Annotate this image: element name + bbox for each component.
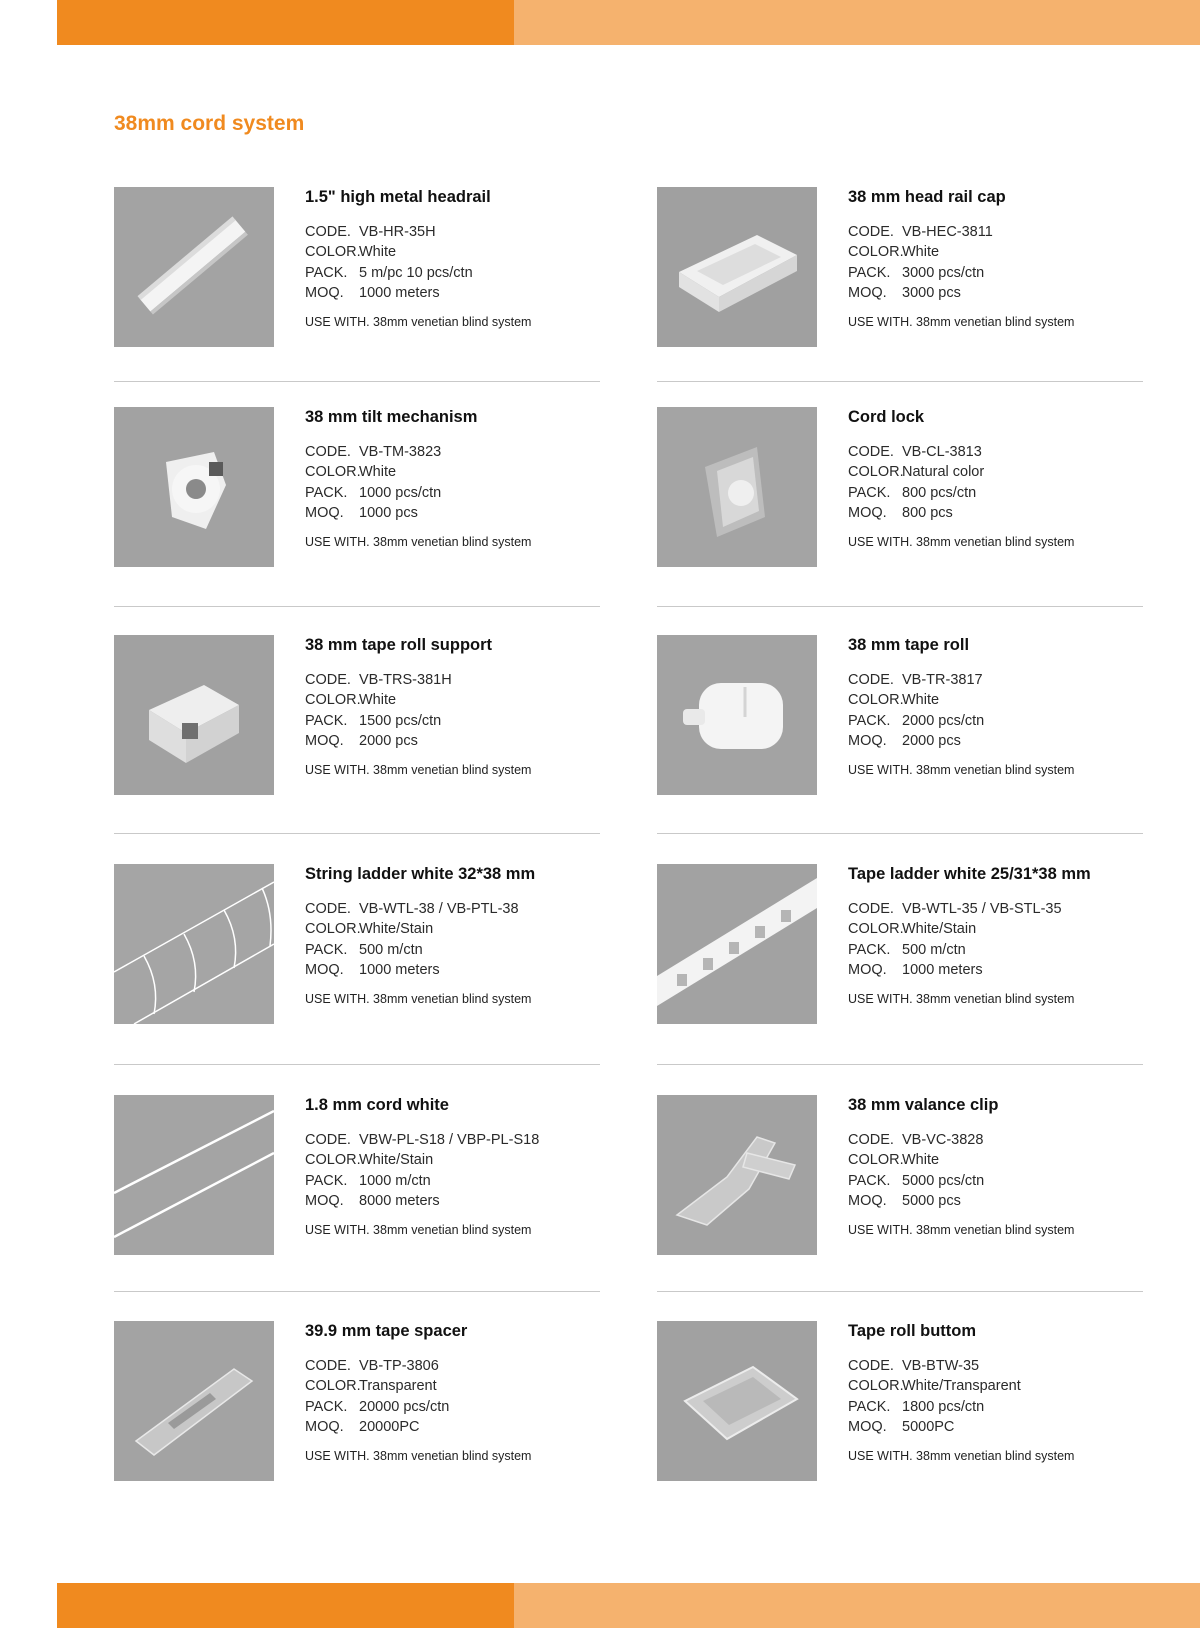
color-value: Transparent	[359, 1378, 437, 1395]
card-divider	[657, 1291, 1143, 1292]
pack-value: 1000 pcs/ctn	[359, 484, 442, 501]
card-divider	[114, 1291, 600, 1292]
use-with: USE WITH. 38mm venetian blind system	[305, 1449, 532, 1464]
tape-roll-bottom-icon	[657, 1321, 817, 1481]
spec-moq	[305, 1417, 531, 1437]
spec-color	[848, 919, 1091, 939]
product-name: 38 mm valance clip	[848, 1096, 999, 1114]
tape-roll-icon	[657, 635, 817, 795]
spec-pack	[848, 263, 1074, 283]
code-label: CODE.	[305, 901, 351, 917]
moq-label: MOQ.	[305, 961, 344, 978]
color-value: White	[902, 1152, 940, 1169]
pack-label: PACK.	[848, 1398, 891, 1415]
spec-moq	[848, 1191, 1074, 1211]
pack-label: PACK.	[848, 1172, 891, 1189]
pack-label: PACK.	[305, 1398, 348, 1415]
spec-code	[305, 442, 531, 462]
product-name: 1.5" high metal headrail	[305, 188, 491, 206]
color-value: White/Transparent	[902, 1378, 1021, 1395]
product-specs	[305, 1130, 539, 1211]
moq-label: MOQ.	[848, 1418, 887, 1435]
pack-value: 500 m/ctn	[359, 941, 423, 958]
pack-label: PACK.	[305, 941, 348, 958]
moq-label: MOQ.	[848, 732, 887, 749]
moq-value: 1000 meters	[902, 961, 983, 978]
pack-value: 1000 m/ctn	[359, 1172, 431, 1189]
code-value: VB-WTL-38 / VB-PTL-38	[359, 901, 519, 917]
moq-value: 5000 pcs	[902, 1192, 961, 1209]
pack-value: 1800 pcs/ctn	[902, 1398, 985, 1415]
card-divider	[114, 606, 600, 607]
product-info	[305, 1322, 531, 1463]
spec-pack	[305, 711, 531, 731]
code-label: CODE.	[305, 1358, 351, 1374]
code-value: VB-HEC-3811	[902, 224, 993, 240]
product-info	[848, 636, 1074, 777]
spec-color	[848, 462, 1074, 482]
spec-color	[305, 919, 535, 939]
color-value: White	[359, 244, 397, 261]
spec-moq	[848, 1417, 1074, 1437]
pack-label: PACK.	[305, 712, 348, 729]
header-band	[57, 0, 1200, 45]
code-value: VB-BTW-35	[902, 1358, 980, 1374]
product-name: 38 mm tilt mechanism	[305, 408, 478, 426]
moq-value: 2000 pcs	[359, 732, 418, 749]
card-divider	[657, 606, 1143, 607]
product-name: Cord lock	[848, 408, 925, 426]
pack-value: 500 m/ctn	[902, 941, 966, 958]
moq-label: MOQ.	[848, 1192, 887, 1209]
spec-moq	[305, 503, 531, 523]
pack-label: PACK.	[848, 264, 891, 281]
spec-color	[305, 462, 531, 482]
spec-color	[305, 1150, 539, 1170]
pack-value: 3000 pcs/ctn	[902, 264, 985, 281]
spec-pack	[305, 1397, 531, 1417]
moq-label: MOQ.	[848, 504, 887, 521]
moq-value: 8000 meters	[359, 1192, 440, 1209]
moq-label: MOQ.	[305, 1192, 344, 1209]
pack-value: 1500 pcs/ctn	[359, 712, 442, 729]
moq-value: 5000PC	[902, 1418, 955, 1435]
header-band-light	[514, 0, 1200, 45]
card-divider	[657, 833, 1143, 834]
pack-value: 5000 pcs/ctn	[902, 1172, 985, 1189]
spec-moq	[305, 960, 535, 980]
pack-value: 5 m/pc 10 pcs/ctn	[359, 264, 473, 281]
use-with: USE WITH. 38mm venetian blind system	[848, 1223, 1075, 1238]
spec-code	[305, 222, 531, 242]
tape-ladder-icon	[657, 864, 817, 1024]
color-label: COLOR.	[848, 921, 904, 938]
product-specs	[848, 1130, 1074, 1211]
product-specs	[305, 222, 531, 303]
footer-band-light	[514, 1583, 1200, 1628]
spec-pack	[305, 940, 535, 960]
product-specs	[305, 899, 535, 980]
product-specs	[848, 670, 1074, 751]
moq-label: MOQ.	[305, 284, 344, 301]
header-band-dark	[57, 0, 514, 45]
use-with: USE WITH. 38mm venetian blind system	[305, 763, 532, 778]
code-label: CODE.	[848, 224, 894, 240]
spec-code	[305, 899, 535, 919]
spec-code	[848, 442, 1074, 462]
spec-moq	[305, 731, 531, 751]
use-with: USE WITH. 38mm venetian blind system	[305, 315, 532, 330]
use-with: USE WITH. 38mm venetian blind system	[848, 315, 1075, 330]
card-divider	[657, 1064, 1143, 1065]
product-specs	[848, 442, 1074, 523]
color-label: COLOR.	[848, 464, 904, 481]
product-info	[848, 1322, 1074, 1463]
spec-pack	[848, 483, 1074, 503]
code-label: CODE.	[848, 901, 894, 917]
product-info	[848, 1096, 1074, 1237]
code-value: VB-TR-3817	[902, 672, 983, 688]
code-value: VB-TP-3806	[359, 1358, 439, 1374]
code-value: VB-VC-3828	[902, 1132, 984, 1148]
product-specs	[305, 670, 531, 751]
spec-code	[848, 1130, 1074, 1150]
moq-label: MOQ.	[848, 284, 887, 301]
use-with: USE WITH. 38mm venetian blind system	[305, 535, 532, 550]
section-title: 38mm cord system	[114, 112, 305, 135]
color-value: White/Stain	[359, 921, 434, 938]
use-with: USE WITH. 38mm venetian blind system	[848, 1449, 1075, 1464]
code-label: CODE.	[848, 444, 894, 460]
product-name: 39.9 mm tape spacer	[305, 1322, 468, 1340]
color-value: White	[902, 244, 940, 261]
moq-label: MOQ.	[305, 504, 344, 521]
pack-label: PACK.	[305, 484, 348, 501]
product-name: String ladder white 32*38 mm	[305, 865, 536, 883]
spec-pack	[848, 711, 1074, 731]
product-specs	[305, 442, 531, 523]
spec-code	[305, 1130, 539, 1150]
color-label: COLOR.	[848, 1378, 904, 1395]
moq-label: MOQ.	[305, 732, 344, 749]
spec-pack	[848, 1171, 1074, 1191]
string-ladder-icon	[114, 864, 274, 1024]
product-info	[305, 865, 535, 1006]
color-value: White	[902, 692, 940, 709]
code-label: CODE.	[305, 672, 351, 688]
spec-color	[848, 1376, 1074, 1396]
pack-value: 800 pcs/ctn	[902, 484, 977, 501]
code-label: CODE.	[305, 224, 351, 240]
moq-value: 2000 pcs	[902, 732, 961, 749]
spec-pack	[848, 940, 1091, 960]
spec-pack	[305, 263, 531, 283]
footer-band	[57, 1583, 1200, 1628]
use-with: USE WITH. 38mm venetian blind system	[305, 992, 532, 1007]
product-name: Tape ladder white 25/31*38 mm	[848, 865, 1091, 883]
code-value: VB-HR-35H	[359, 224, 436, 240]
product-name: Tape roll buttom	[848, 1322, 977, 1340]
moq-value: 1000 meters	[359, 284, 440, 301]
pack-label: PACK.	[848, 941, 891, 958]
color-label: COLOR.	[305, 1378, 361, 1395]
spec-moq	[848, 731, 1074, 751]
code-value: VB-TM-3823	[359, 444, 442, 460]
color-label: COLOR.	[305, 692, 361, 709]
spec-color	[305, 690, 531, 710]
spec-moq	[848, 960, 1091, 980]
color-label: COLOR.	[305, 921, 361, 938]
product-name: 1.8 mm cord white	[305, 1096, 449, 1114]
spec-color	[305, 242, 531, 262]
card-divider	[114, 833, 600, 834]
pack-value: 2000 pcs/ctn	[902, 712, 985, 729]
code-label: CODE.	[305, 1132, 351, 1148]
moq-value: 3000 pcs	[902, 284, 961, 301]
code-label: CODE.	[848, 1358, 894, 1374]
valance-clip-icon	[657, 1095, 817, 1255]
product-info	[305, 1096, 539, 1237]
code-value: VB-TRS-381H	[359, 672, 452, 688]
use-with: USE WITH. 38mm venetian blind system	[848, 535, 1075, 550]
tape-spacer-icon	[114, 1321, 274, 1481]
color-value: White	[359, 464, 397, 481]
spec-color	[848, 242, 1074, 262]
moq-value: 1000 meters	[359, 961, 440, 978]
use-with: USE WITH. 38mm venetian blind system	[305, 1223, 532, 1238]
color-value: White/Stain	[359, 1152, 434, 1169]
code-label: CODE.	[848, 672, 894, 688]
product-specs	[848, 222, 1074, 303]
card-divider	[114, 1064, 600, 1065]
footer-band-dark	[57, 1583, 514, 1628]
tilt-mechanism-icon	[114, 407, 274, 567]
code-label: CODE.	[305, 444, 351, 460]
spec-pack	[305, 483, 531, 503]
product-info	[305, 636, 531, 777]
product-specs	[305, 1356, 531, 1437]
rail-cap-icon	[657, 187, 817, 347]
product-name: 38 mm head rail cap	[848, 188, 1006, 206]
code-value: VB-CL-3813	[902, 444, 982, 460]
product-info	[305, 408, 531, 549]
use-with: USE WITH. 38mm venetian blind system	[848, 992, 1075, 1007]
product-info	[848, 188, 1074, 329]
spec-moq	[848, 503, 1074, 523]
pack-label: PACK.	[848, 484, 891, 501]
color-value: White	[359, 692, 397, 709]
color-label: COLOR.	[305, 244, 361, 261]
card-divider	[657, 381, 1143, 382]
moq-value: 20000PC	[359, 1418, 420, 1435]
spec-code	[848, 222, 1074, 242]
color-label: COLOR.	[848, 244, 904, 261]
pack-label: PACK.	[848, 712, 891, 729]
code-label: CODE.	[848, 1132, 894, 1148]
spec-color	[848, 1150, 1074, 1170]
spec-pack	[305, 1171, 539, 1191]
product-info	[305, 188, 531, 329]
moq-label: MOQ.	[848, 961, 887, 978]
spec-code	[305, 1356, 531, 1376]
card-divider	[114, 381, 600, 382]
spec-moq	[305, 283, 531, 303]
product-specs	[848, 899, 1091, 980]
pack-value: 20000 pcs/ctn	[359, 1398, 450, 1415]
color-value: White/Stain	[902, 921, 977, 938]
color-label: COLOR.	[848, 692, 904, 709]
spec-code	[848, 899, 1091, 919]
color-label: COLOR.	[305, 464, 361, 481]
moq-label: MOQ.	[305, 1418, 344, 1435]
spec-code	[848, 670, 1074, 690]
tape-roll-support-icon	[114, 635, 274, 795]
color-label: COLOR.	[848, 1152, 904, 1169]
color-value: Natural color	[902, 464, 985, 481]
product-specs	[848, 1356, 1074, 1437]
moq-value: 800 pcs	[902, 504, 953, 521]
headrail-icon	[114, 187, 274, 347]
code-value: VBW-PL-S18 / VBP-PL-S18	[359, 1132, 540, 1148]
code-value: VB-WTL-35 / VB-STL-35	[902, 901, 1062, 917]
product-name: 38 mm tape roll	[848, 636, 970, 654]
use-with: USE WITH. 38mm venetian blind system	[848, 763, 1075, 778]
spec-code	[305, 670, 531, 690]
cord-icon	[114, 1095, 274, 1255]
spec-color	[305, 1376, 531, 1396]
spec-moq	[848, 283, 1074, 303]
spec-moq	[305, 1191, 539, 1211]
spec-color	[848, 690, 1074, 710]
color-label: COLOR.	[305, 1152, 361, 1169]
product-info	[848, 865, 1091, 1006]
moq-value: 1000 pcs	[359, 504, 418, 521]
spec-code	[848, 1356, 1074, 1376]
spec-pack	[848, 1397, 1074, 1417]
product-info	[848, 408, 1074, 549]
pack-label: PACK.	[305, 1172, 348, 1189]
pack-label: PACK.	[305, 264, 348, 281]
product-name: 38 mm tape roll support	[305, 636, 493, 654]
cord-lock-icon	[657, 407, 817, 567]
